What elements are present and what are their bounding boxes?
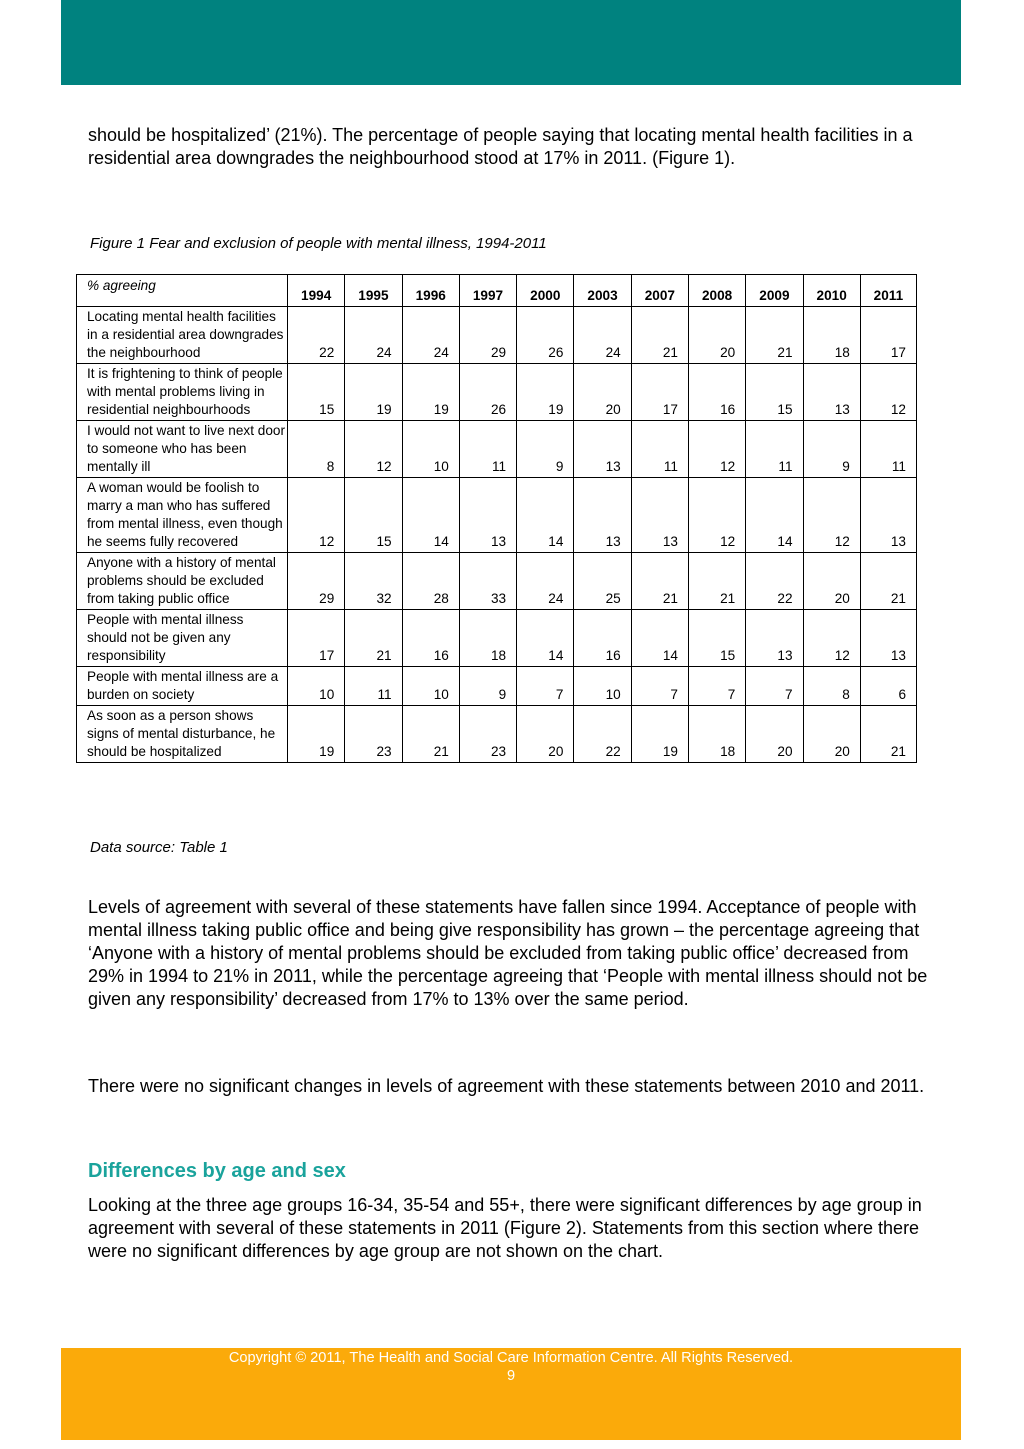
table-cell: 15 [288, 364, 345, 421]
paragraph-age-groups: Looking at the three age groups 16-34, 35-54 and 55+, there were significant differences by age group in agreement with several of these statements in 2011 (Figure 2). Statements from this section where there were no significant differences by age group are not shown on the chart. [88, 1195, 922, 1261]
table-cell: 24 [345, 307, 402, 364]
year-header: 2007 [631, 275, 688, 307]
table-cell: 9 [517, 421, 574, 478]
table-cell: 24 [402, 307, 459, 364]
year-header: 2008 [688, 275, 745, 307]
table-cell: 24 [517, 553, 574, 610]
table-cell: 11 [345, 667, 402, 706]
table-cell: 23 [459, 706, 516, 763]
table-cell: 13 [803, 364, 860, 421]
table-header-label: % agreeing [77, 275, 288, 307]
table-cell: 12 [688, 478, 745, 553]
table-cell: 20 [688, 307, 745, 364]
table-cell: 29 [288, 553, 345, 610]
year-header: 2010 [803, 275, 860, 307]
header-band [61, 0, 961, 85]
table-cell: 11 [746, 421, 803, 478]
paragraph-no-change: There were no significant changes in levels of agreement with these statements between 2010 and 2011. [88, 1076, 925, 1096]
table-row [77, 307, 917, 364]
table-cell: 22 [746, 553, 803, 610]
table-cell: 6 [860, 667, 916, 706]
table-cell: 13 [746, 610, 803, 667]
table-cell: 23 [345, 706, 402, 763]
table-cell: 8 [288, 421, 345, 478]
table-cell: 16 [402, 610, 459, 667]
table-row [77, 706, 917, 763]
table-cell: 8 [803, 667, 860, 706]
table-cell: 22 [288, 307, 345, 364]
table-cell: 13 [574, 478, 631, 553]
paragraph-trends: Levels of agreement with several of these statements have fallen since 1994. Acceptance of people with mental illness taking public office and being give responsibility has grown – the percentage agreeing that ‘Anyone with a history of mental problems should be excluded from taking public office’ decreased from 29% in 1994 to 21% in 2011, while the percentage agreeing that ‘People with mental illness should not be given any responsibility’ decreased from 17% to 13% over the same period. [88, 897, 928, 1009]
table-cell: 11 [459, 421, 516, 478]
table-cell: 18 [459, 610, 516, 667]
table-cell: 25 [574, 553, 631, 610]
table-cell: 10 [288, 667, 345, 706]
table-cell: 33 [459, 553, 516, 610]
table-cell: 21 [860, 553, 916, 610]
table-cell: 17 [288, 610, 345, 667]
figure-caption: Figure 1 Fear and exclusion of people with mental illness, 1994-2011 [90, 235, 547, 252]
table-cell: 14 [402, 478, 459, 553]
table-cell: 19 [517, 364, 574, 421]
table-row [77, 610, 917, 667]
section-heading: Differences by age and sex [88, 1160, 346, 1182]
table-cell: 15 [345, 478, 402, 553]
row-label: Locating mental health facilities in a residential area downgrades the neighbourhood [77, 307, 288, 364]
table-cell: 21 [345, 610, 402, 667]
year-header: 2000 [517, 275, 574, 307]
table-row [77, 421, 917, 478]
table-cell: 12 [345, 421, 402, 478]
table-cell: 26 [459, 364, 516, 421]
table-cell: 19 [631, 706, 688, 763]
table-cell: 26 [517, 307, 574, 364]
table-cell: 9 [459, 667, 516, 706]
table-cell: 21 [746, 307, 803, 364]
intro-paragraph: should be hospitalized’ (21%). The percentage of people saying that locating mental health facilities in a residential area downgrades the neighbourhood stood at 17% in 2011. (Figure 1). [88, 125, 913, 168]
table-cell: 16 [574, 610, 631, 667]
year-header: 2003 [574, 275, 631, 307]
data-source-note: Data source: Table 1 [90, 839, 228, 856]
table-cell: 18 [688, 706, 745, 763]
table-cell: 21 [631, 553, 688, 610]
table-cell: 21 [402, 706, 459, 763]
table-cell: 21 [860, 706, 916, 763]
table-cell: 19 [288, 706, 345, 763]
table-cell: 21 [688, 553, 745, 610]
table-cell: 19 [402, 364, 459, 421]
table-cell: 20 [746, 706, 803, 763]
table-cell: 9 [803, 421, 860, 478]
table-cell: 13 [574, 421, 631, 478]
year-header: 1996 [402, 275, 459, 307]
table-cell: 18 [803, 307, 860, 364]
table-cell: 17 [631, 364, 688, 421]
table-cell: 15 [746, 364, 803, 421]
table-cell: 13 [860, 610, 916, 667]
table-row [77, 478, 917, 553]
table-cell: 15 [688, 610, 745, 667]
table-cell: 28 [402, 553, 459, 610]
table-cell: 7 [631, 667, 688, 706]
page-number: 9 [506, 1368, 516, 1384]
figure-1-table [76, 274, 917, 763]
table-cell: 10 [402, 667, 459, 706]
table-cell: 12 [860, 364, 916, 421]
table-cell: 20 [517, 706, 574, 763]
table-cell: 13 [459, 478, 516, 553]
table-cell: 14 [631, 610, 688, 667]
table-cell: 21 [631, 307, 688, 364]
table-cell: 10 [574, 667, 631, 706]
table-cell: 20 [803, 706, 860, 763]
table-cell: 7 [746, 667, 803, 706]
footer-copyright: Copyright © 2011, The Health and Social Care Information Centre. All Rights Reserved. [228, 1350, 794, 1366]
table-cell: 12 [688, 421, 745, 478]
table-cell: 24 [574, 307, 631, 364]
row-label: People with mental illness are a burden on society [77, 667, 288, 706]
table-cell: 12 [803, 478, 860, 553]
row-label: As soon as a person shows signs of mental disturbance, he should be hospitalized [77, 706, 288, 763]
table-row [77, 667, 917, 706]
table-header-row [77, 275, 917, 307]
year-header: 2011 [860, 275, 916, 307]
table-cell: 12 [288, 478, 345, 553]
table-cell: 14 [746, 478, 803, 553]
table-cell: 7 [688, 667, 745, 706]
table-cell: 11 [631, 421, 688, 478]
row-label: It is frightening to think of people with mental problems living in residential neighbourhoods [77, 364, 288, 421]
table-cell: 14 [517, 478, 574, 553]
table-cell: 16 [688, 364, 745, 421]
table-cell: 22 [574, 706, 631, 763]
table-cell: 10 [402, 421, 459, 478]
year-header: 1994 [288, 275, 345, 307]
table-cell: 14 [517, 610, 574, 667]
table-cell: 29 [459, 307, 516, 364]
table-cell: 7 [517, 667, 574, 706]
table-cell: 20 [574, 364, 631, 421]
table-cell: 20 [803, 553, 860, 610]
table-body [77, 307, 917, 763]
table-cell: 19 [345, 364, 402, 421]
table-cell: 32 [345, 553, 402, 610]
table-cell: 17 [860, 307, 916, 364]
row-label: Anyone with a history of mental problems should be excluded from taking public office [77, 553, 288, 610]
table-row [77, 364, 917, 421]
row-label: People with mental illness should not be given any responsibility [77, 610, 288, 667]
table-row [77, 553, 917, 610]
table-cell: 13 [860, 478, 916, 553]
year-header: 1995 [345, 275, 402, 307]
year-header: 2009 [746, 275, 803, 307]
year-header: 1997 [459, 275, 516, 307]
row-label: A woman would be foolish to marry a man who has suffered from mental illness, even though he seems fully recovered [77, 478, 288, 553]
table-cell: 12 [803, 610, 860, 667]
table-cell: 11 [860, 421, 916, 478]
row-label: I would not want to live next door to someone who has been mentally ill [77, 421, 288, 478]
table-cell: 13 [631, 478, 688, 553]
